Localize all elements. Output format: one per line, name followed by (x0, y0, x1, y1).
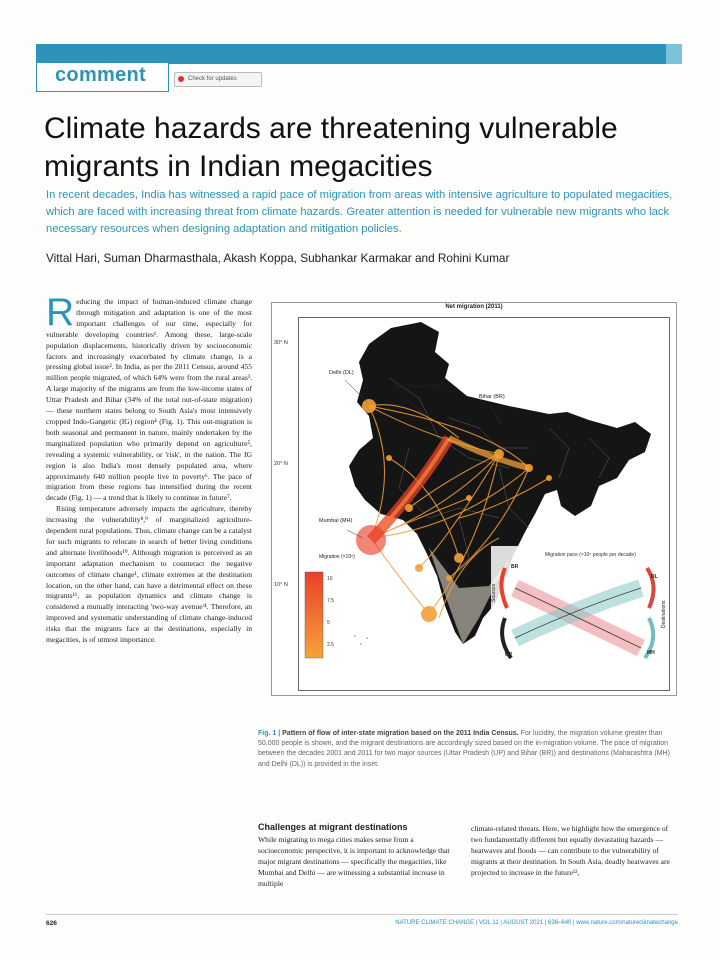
figure-1 (271, 302, 677, 696)
body-paragraph-1: educing the impact of human-induced climate change through mitigation and adaptation is one of the most important challenges of our time, especially for vulnerable developing countries¹. Among these, large-scale population displacements, historically driven by socioeconomic factors and increasingly exacerbated by climate change, is a pressing global issue². In India, as per the 2011 Census, around 455 million people migrated, of which 64% were from the rural areas³. A large majority of the migrants are from the low-income states of Uttar Pradesh and Bihar (34% of the total out-of-state migration) — these northern states belong to South Asia's most intensively cropped Indo-Gangetic (IG) region⁴ (Fig. 1). This out-migration is both seasonal and permanent in nature, mainly undertaken by the marginalized population who primarily depend on agriculture⁵, revealing a systemic vulnerability, or 'risk', in the nation. The IG region is also India's most densely populated area, where approximately 640 million people live in poverty⁶. The pace of migration from these regions has intensified during the recent decade (Fig. 1) — a trend that is likely to continue in future⁷. (46, 297, 252, 503)
journal-footer: NATURE CLIMATE CHANGE | VOL 11 | AUGUST 2021 | 636–640 | www.nature.com/natureclimatechange (395, 920, 678, 926)
migration-map (298, 317, 670, 691)
legend-tick-5: 5 (327, 620, 330, 626)
section-paragraph-2: climate-related threats. Here, we highlight how the emergence of two fundamentally different but equally devastating hazards — heatwaves and floods — can contribute to the vulnerability of migrants at their destination. In South Asia, deadly heatwaves are projected to increase in the future¹², (471, 824, 670, 877)
legend-tick-7: 7.5 (327, 598, 334, 604)
body-column-2 (258, 835, 461, 890)
footer-rule (46, 914, 678, 915)
inset-label-br: BR (511, 564, 519, 570)
standfirst: In recent decades, India has witnessed a rapid pace of migration from areas with intensive agriculture to populated megacities, which are faced with increasing threat from climate hazards. Greater attention is needed for vulnerable new migrants who lack necessary resources when designing adaptation and mitigation policies. (46, 189, 673, 235)
place-delhi: Delhi (DL) (329, 370, 354, 376)
author-list: Vittal Hari, Suman Dharmasthala, Akash Koppa, Subhankar Karmakar and Rohini Kumar (46, 251, 510, 265)
article-title (44, 110, 664, 186)
caption-lead: Fig. 1 | (258, 730, 281, 737)
legend-title: Migration (×10⁵) (319, 554, 355, 560)
check-updates-icon (178, 76, 184, 82)
top-color-bar (36, 44, 682, 64)
place-bihar: Bihar (BR) (479, 394, 505, 400)
inset-label-dl: DL (651, 574, 658, 580)
mumbai-destination (356, 525, 386, 555)
lat-label-30: 30° N (274, 340, 288, 346)
drop-cap: R (46, 291, 75, 334)
check-updates-label: Check for updates (188, 76, 237, 82)
place-mumbai: Mumbai (MH) (319, 518, 353, 524)
migration-pace-inset (491, 546, 667, 674)
lat-label-10: 10° N (274, 582, 288, 588)
section-heading: Challenges at migrant destinations (258, 822, 408, 832)
caption-text: For lucidity, the migration volume greater than 50,000 people is shown, and the migrant destinations are accordingly sized based on the in-migration volume. The pace of migration between the decades 2001 and 2011 for two major sources (Uttar Pradesh (UP) and Bihar (BR)) and destinations (Maharashtra (MH) and Delhi (DL)) is provided in the inset. (258, 730, 670, 768)
figure-caption (258, 729, 678, 770)
legend-tick-10: 10 (327, 576, 333, 582)
title-line-1: Climate hazards are threatening vulnerable (44, 112, 618, 145)
lat-label-20: 20° N (274, 461, 288, 467)
section-label: comment (55, 64, 147, 86)
place-up: Uttar Pradesh (UP) (395, 384, 442, 390)
caption-title: Pattern of flow of inter-state migration based on the 2011 India Census. (282, 730, 519, 737)
inset-sources-label: Sources (491, 583, 497, 602)
title-line-2: migrants in Indian megacities (44, 150, 433, 183)
body-column-3 (471, 824, 678, 879)
figure-title: Net migration (2011) (445, 304, 503, 310)
legend-tick-2: 2.5 (327, 642, 334, 648)
page-number: 626 (46, 920, 57, 927)
body-column-1 (46, 291, 252, 646)
inset-label-mh: MH (647, 650, 655, 656)
india-map-svg (299, 318, 669, 690)
delhi-destination (362, 399, 376, 413)
body-paragraph-2: Rising temperature adversely impacts the agriculture, thereby increasing the vulnerability⁸,⁹ of marginalized agriculture-dependent rural populations. Thus, climate change can be a catalyst for such migrants to relocate in search of better living conditions and alternate livelihoods¹⁰. Although migration is perceived as an important adaptation mechanism to counteract the negative outcomes of climate change¹, climate extremes at the destination location, on the other hand, can have a detrimental effect on these migrants¹¹, as population dynamics and climate change is considered a mutually interacting 'two-way avenue'⁴. Therefore, an improved and systematic understanding of climate change-induced risks that the migrants face at the destinations, especially in megacities, is of utmost importance. (46, 504, 252, 645)
check-for-updates-button[interactable] (174, 72, 262, 87)
legend-colorbar (305, 572, 323, 658)
inset-label-up: UP (505, 652, 512, 658)
section-paragraph-1: While migrating to mega cities makes sense from a socioeconomic perspective, it is important to acknowledge that major migrant destinations — specifically the megacities, like Mumbai and Delhi — are witnessing a substantial increase in multiple (258, 835, 450, 888)
inset-destinations-label: Destinations (661, 600, 667, 628)
inset-title: Migration pace (×10⁵ people per decade) (545, 552, 636, 558)
